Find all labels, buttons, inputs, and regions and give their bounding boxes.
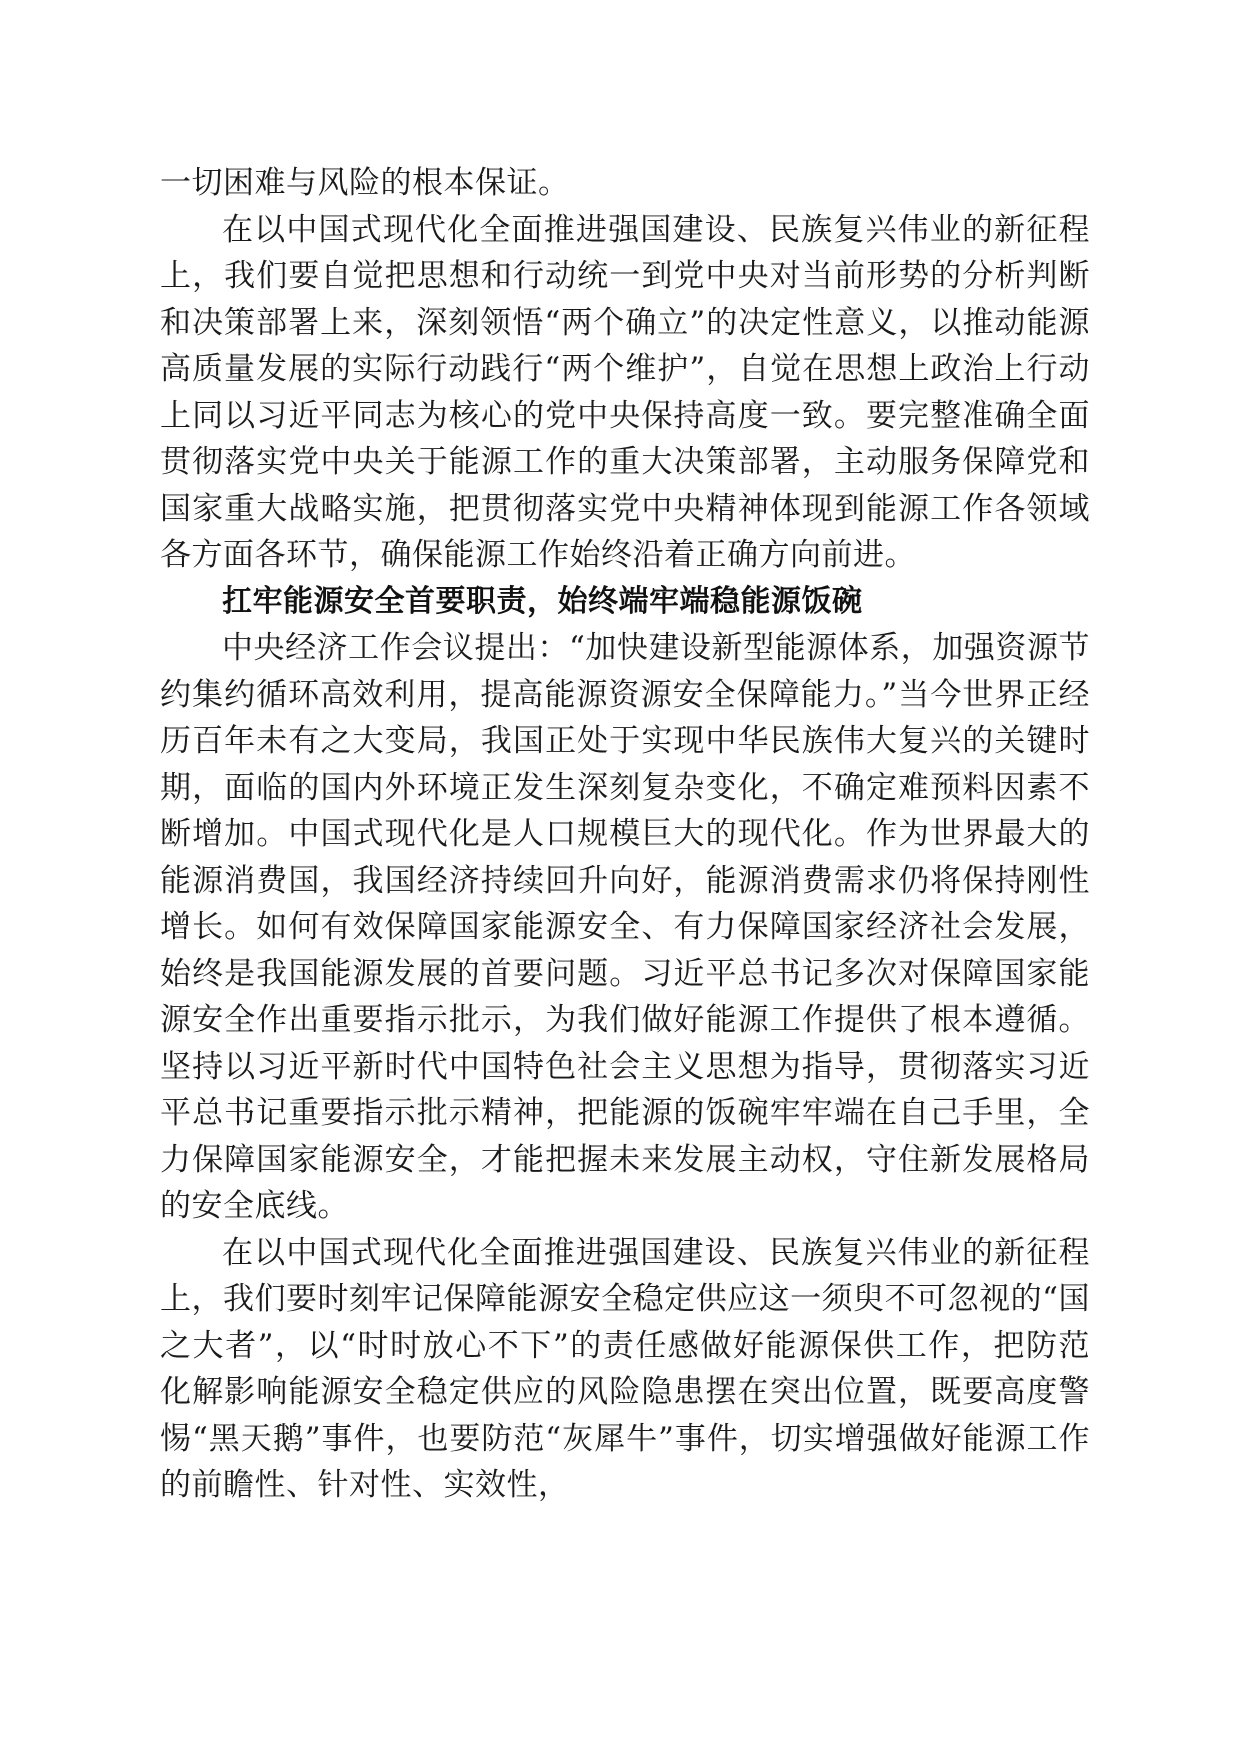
paragraph-supply-risk: 在以中国式现代化全面推进强国建设、民族复兴伟业的新征程上，我们要时刻牢记保障能源安全稳定供应这一须臾不可忽视的“国之大者”，以“时时放心不下”的责任感做好能源保供工作，把防范化解影响能源安全稳定供应的风险隐患摆在突出位置，既要高度警惕“黑天鹅”事件，也要防范“灰犀牛”事件，切实增强做好能源工作的前瞻性、针对性、实效性， bbox=[160, 1234, 1090, 1503]
paragraph-new-journey: 在以中国式现代化全面推进强国建设、民族复兴伟业的新征程上，我们要自觉把思想和行动统一到党中央对当前形势的分析判断和决策部署上来，深刻领悟“两个确立”的决定性意义，以推动能源高质量发展的实际行动践行“两个维护”，自觉在思想上政治上行动上同以习近平同志为核心的党中央保持高度一致。要完整准确全面贯彻落实党中央关于能源工作的重大决策部署，主动服务保障党和国家重大战略实施，把贯彻落实党中央精神体现到能源工作各领域各方面各环节，确保能源工作始终沿着正确方向前进。 bbox=[160, 211, 1090, 573]
paragraph-continuation: 一切困难与风险的根本保证。 bbox=[160, 165, 570, 201]
document-body bbox=[160, 160, 1090, 1509]
paragraph-energy-security: 中央经济工作会议提出：“加快建设新型能源体系，加强资源节约集约循环高效利用，提高能源资源安全保障能力。”当今世界正经历百年未有之大变局，我国正处于实现中华民族伟大复兴的关键时期，面临的国内外环境正发生深刻复杂变化，不确定难预料因素不断增加。中国式现代化是人口规模巨大的现代化。作为世界最大的能源消费国，我国经济持续回升向好，能源消费需求仍将保持刚性增长。如何有效保障国家能源安全、有力保障国家经济社会发展，始终是我国能源发展的首要问题。习近平总书记多次对保障国家能源安全作出重要指示批示，为我们做好能源工作提供了根本遵循。坚持以习近平新时代中国特色社会主义思想为指导，贯彻落实习近平总书记重要指示批示精神，把能源的饭碗牢牢端在自己手里，全力保障国家能源安全，才能把握未来发展主动权，守住新发展格局的安全底线。 bbox=[160, 630, 1090, 1224]
section-heading: 扛牢能源安全首要职责，始终端牢端稳能源饭碗 bbox=[222, 583, 863, 619]
